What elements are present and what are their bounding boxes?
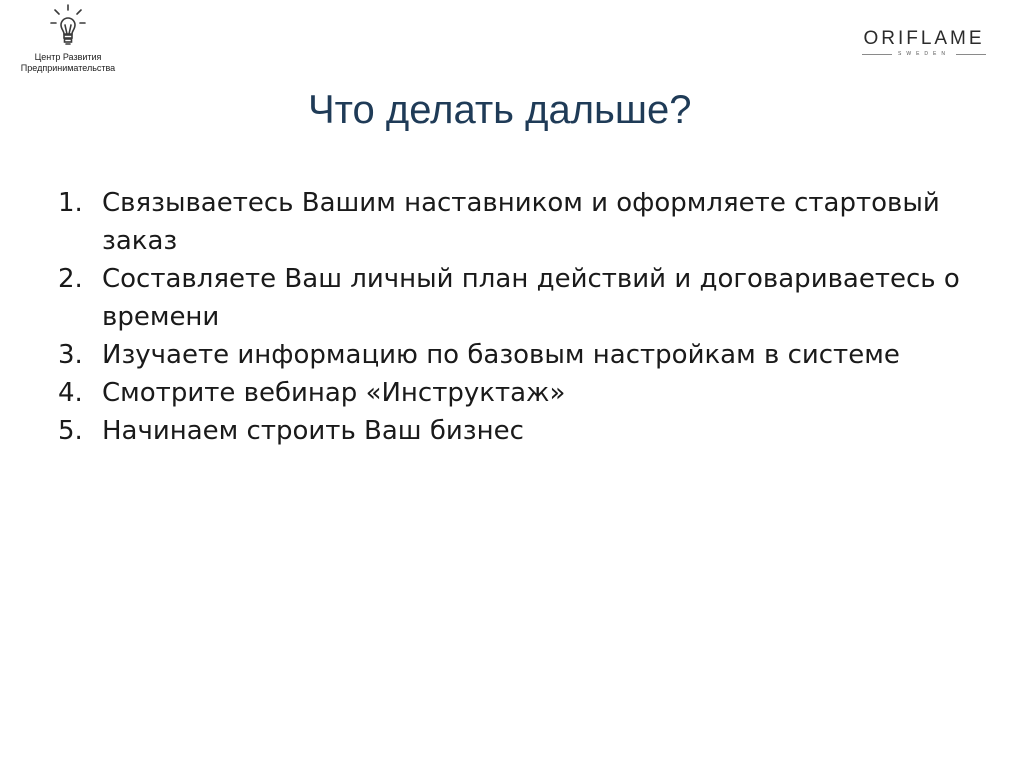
step-item — [58, 374, 978, 412]
steps-list — [58, 184, 978, 450]
center-logo-line2: Предпринимательства — [20, 63, 116, 73]
brand-tagline-row — [854, 51, 994, 57]
step-number: 1. — [58, 188, 83, 218]
step-number: 3. — [58, 340, 83, 370]
step-item — [58, 184, 978, 260]
oriflame-logo — [854, 28, 994, 57]
step-number: 5. — [58, 416, 83, 446]
brand-name: ORIFLAME — [863, 28, 985, 49]
slide-title: Что делать дальше? — [308, 88, 692, 132]
tagline-rule-left — [862, 54, 892, 55]
brand-tagline: SWEDEN — [898, 51, 950, 57]
step-text: Смотрите вебинар «Инструктаж» — [102, 378, 566, 408]
step-number: 4. — [58, 378, 83, 408]
center-logo — [0, 4, 136, 74]
step-item — [58, 412, 978, 450]
tagline-rule-right — [956, 54, 986, 55]
center-logo-line1: Центр Развития — [34, 52, 102, 62]
step-item — [58, 336, 978, 374]
step-item — [58, 260, 978, 336]
lightbulb-icon — [0, 4, 136, 48]
step-text: Изучаете информацию по базовым настройкам в системе — [102, 340, 900, 370]
step-text: Составляете Ваш личный план действий и договариваетесь о времени — [102, 264, 960, 332]
step-text: Начинаем строить Ваш бизнес — [102, 416, 524, 446]
step-text: Связываетесь Вашим наставником и оформляете стартовый заказ — [102, 188, 940, 256]
step-number: 2. — [58, 264, 83, 294]
